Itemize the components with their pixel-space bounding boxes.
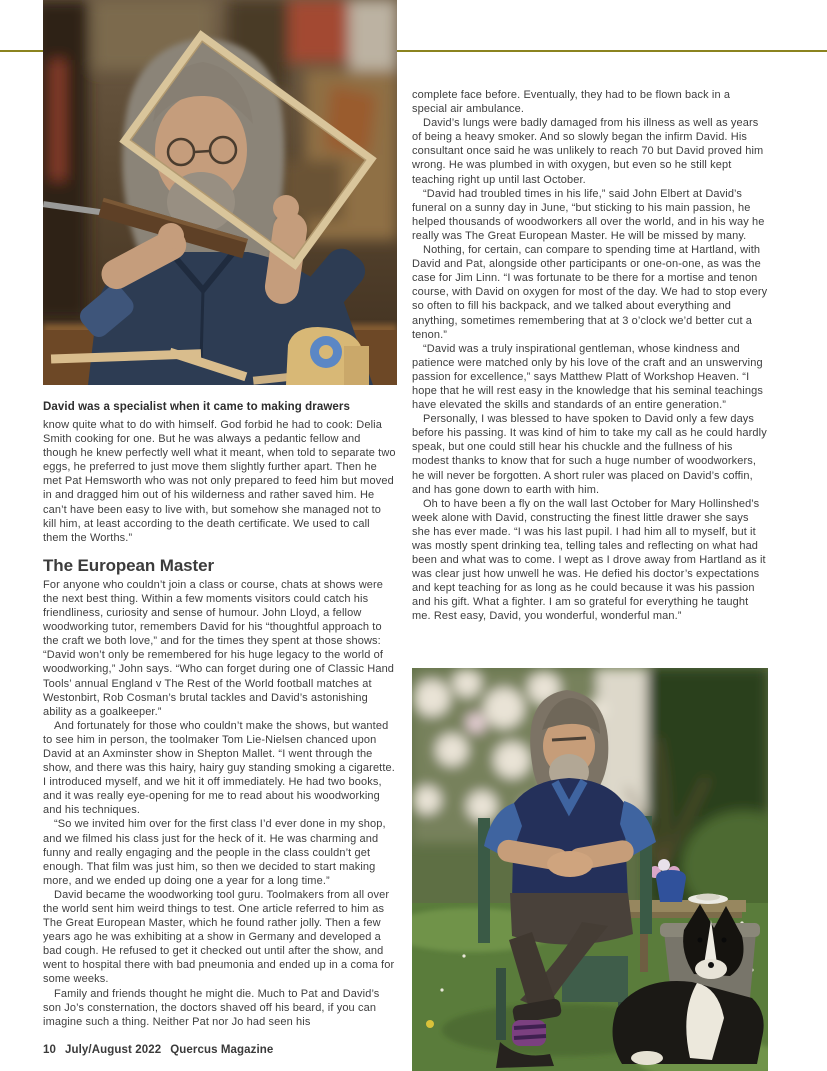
navy-vest (512, 778, 628, 900)
photo-caption: David was a specialist when it came to making drawers (43, 400, 350, 413)
paragraph: For anyone who couldn’t join a class or course, chats at shows were the next best thing. Within a few moments visitors could catch his friendliness, curiosity and sense of humour. John Lloyd, a fellow woodworking tutor, remembers David for his “thoughtful approach to the craft we both love,” and for the times they spent at those shows: “David won’t only be remembered for his huge legacy to the world of woodworking,” John says. “Who can forget during one of Classic Hand Tools’ annual England v The Rest of the World football matches at Westonbirt, Rob Cosman’s brutal tackles and David’s astonishing ability as a goalkeeper.” (43, 578, 395, 718)
issue-date: July/August 2022 (65, 1044, 162, 1056)
paragraph: And fortunately for those who couldn’t make the shows, but wanted to see him in person, the toolmaker Tom Lie-Nielsen chanced upon David at an Axminster show in Shepton Mallet. “I went through the show, and there was this hairy, hairy guy standing smoking a cigarette. I introduced myself, and we hit it off immediately. He had two books, and it was really eye-opening for me to read about his woodworking and his techniques. (43, 719, 395, 817)
page-footer (43, 1044, 282, 1056)
glasses (552, 738, 586, 740)
striped-sock (512, 1020, 546, 1046)
garden-photo (412, 668, 768, 1071)
paragraph: “So we invited him over for the first class I’d ever done in my shop, and we filmed his class just for the heck of it. He was charming and funny and really engaging and the people in the class couldn’t get enough. That film was just him, so then we decided to start making more, and we ended up doing one a year for a long time.” (43, 818, 386, 887)
paragraph: “David was a truly inspirational gentleman, whose kindness and patience were matched only by his love of the craft and an unswerving passion for excellence,” says Matthew Platt of Workshop Heaven. “I hope that he will rest easy in the knowledge that his seminal teachings have elevated the skills and standards of an entire generation.” (412, 342, 763, 412)
paragraph: Oh to have been a fly on the wall last October for Mary Hollinshed’s week alone with David, constructing the finest little drawer she says she has ever made. “I was his last pupil. I had him all to myself, but it was mostly spent drinking tea, telling tales and reflecting on what had been and what was to come. I wept as I drove away from Hartland as it was clear just how unwell he was. He defied his doctor’s expectations and kept teaching for as long as he could because it was his passion and his gift. What a fighter. I am so grateful for everything he taught me. Rest easy, David, you wonderful, wonderful man.” (412, 497, 766, 623)
workshop-photo-art (43, 0, 397, 385)
paragraph: “David had troubled times in his life,” said John Elbert at David’s funeral on a sunny day in June, “but sticking to his main passion, he helped thousands of woodworkers all over the world, and in his way he really was The Great European Master. He will be missed by many. (412, 187, 765, 242)
paragraph: David became the woodworking tool guru. Toolmakers from all over the world sent him weird things to test. One article referred to him as The Great European Master, which he found rather jolly. Then a few years ago he was exhibiting at a show in Germany and developed a bad cough. He refused to get it checked out until after the show, and went to hospital there with bad pneumonia and ended up in a coma for some weeks. (43, 888, 395, 986)
magazine-name: Quercus Magazine (170, 1044, 274, 1056)
workshop-photo (43, 0, 397, 385)
page-number: 10 (43, 1044, 56, 1056)
paragraph: Nothing, for certain, can compare to spending time at Hartland, with David and Pat, alongside other participants or one-on-one, as was the case for Jim Linn. “I was fortunate to be there for a mortise and tenon course, with David on oxygen for most of the day. We had to stop every so often to fill his backpack, and we talked about everything and anything, sometimes remembering that at 3 o’clock we’d better cut a tenon.” (412, 244, 768, 341)
paragraph: Personally, I was blessed to have spoken to David only a few days before his passing. It was kind of him to take my call as he could hardly speak, but one could still hear his chuckle and the fullness of his modest thanks to know that for such a huge number of woodworkers, he will never be forgotten. A short ruler was placed on David’s coffin, and has gone down to earth with him. (412, 413, 767, 496)
dandelion (426, 1020, 434, 1028)
clasped-hands (547, 851, 593, 877)
paragraph: complete face before. Eventually, they had to be flown back in a special air ambulance. (412, 89, 731, 116)
paragraph: Family and friends thought he might die. Much to Pat and David’s son Jo’s consternation, the doctors shaved off his beard, if you can imagine such a thing. Neither Pat nor Jo had seen his (43, 987, 380, 1028)
right-column (412, 88, 768, 666)
paragraph: David’s lungs were badly damaged from his illness as well as years of being a heavy smoker. And so slowly began the infirm David. His consultant once said he was unlikely to reach 70 but David proved him wrong. He was plumbed in with oxygen, but even so he still kept teaching right up until last October. (412, 117, 764, 186)
paragraph: know quite what to do with himself. God forbid he had to cook: Delia Smith cooking for one. But he was always a pedantic fellow and though he knew perfectly well what it meant, when told to separate two eggs, he preferred to just move them slightly further apart. Then he met Pat Hemsworth who was not only prepared to feed him but moved in and dragged him out of his wilderness and rather saved him. He can’t have been easy to live with, but somehow she managed not to kill him, at least according to the death certificate. We used to call them the Worths.” (43, 419, 396, 544)
left-column (43, 418, 397, 1040)
garden-photo-art (412, 668, 768, 1071)
section-heading: The European Master (43, 555, 214, 575)
